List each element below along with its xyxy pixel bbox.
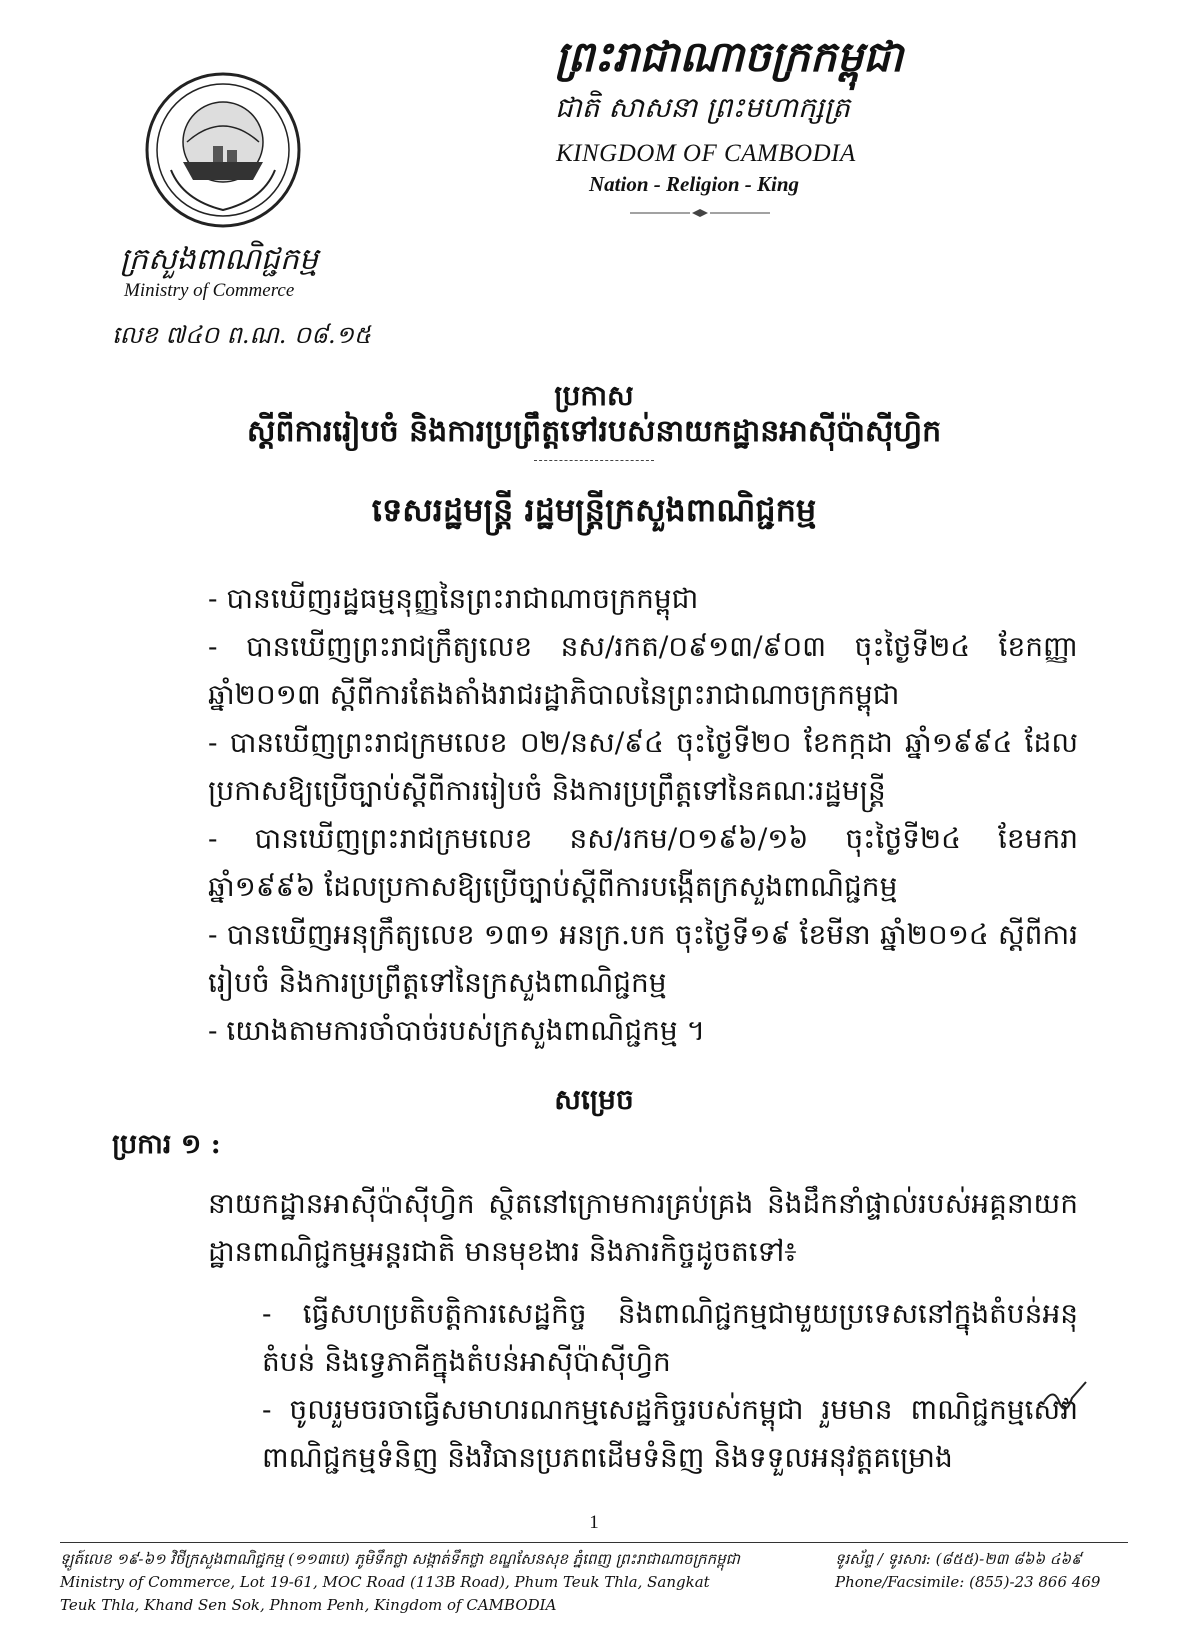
duty-list [262, 1290, 1078, 1482]
reference-number: លេខ ៧៤០ ព.ណ. ០៨.១៥ [112, 321, 371, 349]
issuing-authority: ទេសរដ្ឋមន្ត្រី រដ្ឋមន្ត្រីក្រសួងពាណិជ្ជកម្ម [371, 491, 817, 529]
article-body: នាយកដ្ឋានអាស៊ីប៉ាស៊ីហ្វិក ស្ថិតនៅក្រោមការគ្រប់គ្រង និងដឹកនាំផ្ទាល់របស់អគ្គនាយកដ្ឋានពាណិជ្ជកម្មអន្តរជាតិ មានមុខងារ និងភារកិច្ចដូចតទៅ៖ [208, 1187, 1078, 1268]
visa-item: - បានឃើញអនុក្រឹត្យលេខ ១៣១ អនក្រ.បក ចុះថ្ងៃទី១៩ ខែមីនា ឆ្នាំ២០១៤ ស្តីពីការរៀបចំ និងការប្រព្រឹត្តទៅនៃក្រសួងពាណិជ្ជកម្ម [208, 918, 1078, 999]
footer-address [60, 1548, 780, 1617]
page-number: 1 [589, 1512, 599, 1533]
address-english-line-1: Ministry of Commerce, Lot 19-61, MOC Road (113B Road), Phum Teuk Thla, Sangkat [60, 1573, 710, 1591]
notification-title: ប្រកាស [554, 379, 634, 412]
duty-item: - ចូលរួមចរចាធ្វើសមាហរណកម្មសេដ្ឋកិច្ចរបស់កម្ពុជា រួមមាន ពាណិជ្ជកម្មសេវា ពាណិជ្ជកម្មទំនិញ និងវិធានប្រភពដើមទំនិញ និងទទួលអនុវត្តគម្រោង [262, 1393, 1078, 1474]
decision-heading: សម្រេច [554, 1083, 634, 1116]
visa-item: - បានឃើញរដ្ឋធម្មនុញ្ញនៃព្រះរាជាណាចក្រកម្ពុជា [208, 582, 699, 615]
kingdom-title-khmer: ព្រះរាជាណាចក្រកម្ពុជា [555, 32, 904, 81]
phone-english: Phone/Facsimile: (855)-23 866 469 [835, 1573, 1101, 1591]
visa-item: - បានឃើញព្រះរាជក្រមលេខ នស/រកម/០១៩៦/១៦ ចុះថ្ងៃទី២៤ ខែមករា ឆ្នាំ១៩៩៦ ដែលប្រកាសឱ្យប្រើច្បាប់ស្តីពីការបង្កើតក្រសួងពាណិជ្ជកម្ម [208, 822, 1078, 903]
motto-khmer: ជាតិ សាសនា ព្រះមហាក្សត្រ [555, 91, 851, 124]
ornament-divider [630, 208, 770, 218]
motto-english: Nation - Religion - King [589, 172, 800, 196]
phone-khmer: ទូរស័ព្ទ / ទូរសារ: (៨៥៥)-២៣ ៨៦៦ ៤៦៩ [835, 1550, 1082, 1568]
duty-item: - ធ្វើសហប្រតិបត្តិការសេដ្ឋកិច្ច និងពាណិជ្ជកម្មជាមួយប្រទេសនៅក្នុងតំបន់អនុតំបន់ និងទ្វេភាគីក្នុងតំបន់អាស៊ីប៉ាស៊ីហ្វិក [262, 1297, 1078, 1378]
visa-item: - បានឃើញព្រះរាជក្រឹត្យលេខ នស/រកត/០៩១៣/៩០៣ ចុះថ្ងៃទី២៤ ខែកញ្ញា ឆ្នាំ២០១៣ ស្តីពីការតែងតាំងរាជរដ្ឋាភិបាលនៃព្រះរាជាណាចក្រកម្ពុជា [208, 630, 1078, 711]
ministry-name-english: Ministry of Commerce [124, 280, 295, 301]
footer-contact [835, 1548, 1135, 1594]
visa-list [208, 575, 1078, 1055]
handwritten-initials [1040, 1380, 1090, 1420]
visa-item: - យោងតាមការចាំបាច់របស់ក្រសួងពាណិជ្ជកម្ម ។ [208, 1014, 706, 1047]
ministry-seal-icon [143, 70, 303, 230]
title-separator [534, 460, 654, 462]
ministry-name-khmer: ក្រសួងពាណិជ្ជកម្ម [120, 242, 318, 277]
notification-subject: ស្តីពីការរៀបចំ និងការប្រព្រឹត្តទៅរបស់នាយកដ្ឋានអាស៊ីប៉ាស៊ីហ្វិក [246, 414, 942, 449]
article-label: ប្រការ ១ : [112, 1129, 221, 1160]
address-khmer: ឡូត៍លេខ ១៩-៦១ វិថីក្រសួងពាណិជ្ជកម្ម (១១៣បេ) ភូមិទឹកថ្លា សង្កាត់ទឹកថ្លា ខណ្ឌសែនសុខ ភ្នំពេញ ព្រះរាជាណាចក្រកម្ពុជា [60, 1550, 740, 1568]
visa-item: - បានឃើញព្រះរាជក្រមលេខ ០២/នស/៩៤ ចុះថ្ងៃទី២០ ខែកក្កដា ឆ្នាំ១៩៩៤ ដែលប្រកាសឱ្យប្រើច្បាប់ស្តីពីការរៀបចំ និងការប្រព្រឹត្តទៅនៃគណៈរដ្ឋមន្ត្រី [208, 726, 1078, 807]
footer-divider [60, 1542, 1128, 1543]
address-english-line-2: Teuk Thla, Khand Sen Sok, Phnom Penh, Kingdom of CAMBODIA [60, 1596, 557, 1614]
kingdom-title-english: KINGDOM OF CAMBODIA [556, 140, 856, 167]
